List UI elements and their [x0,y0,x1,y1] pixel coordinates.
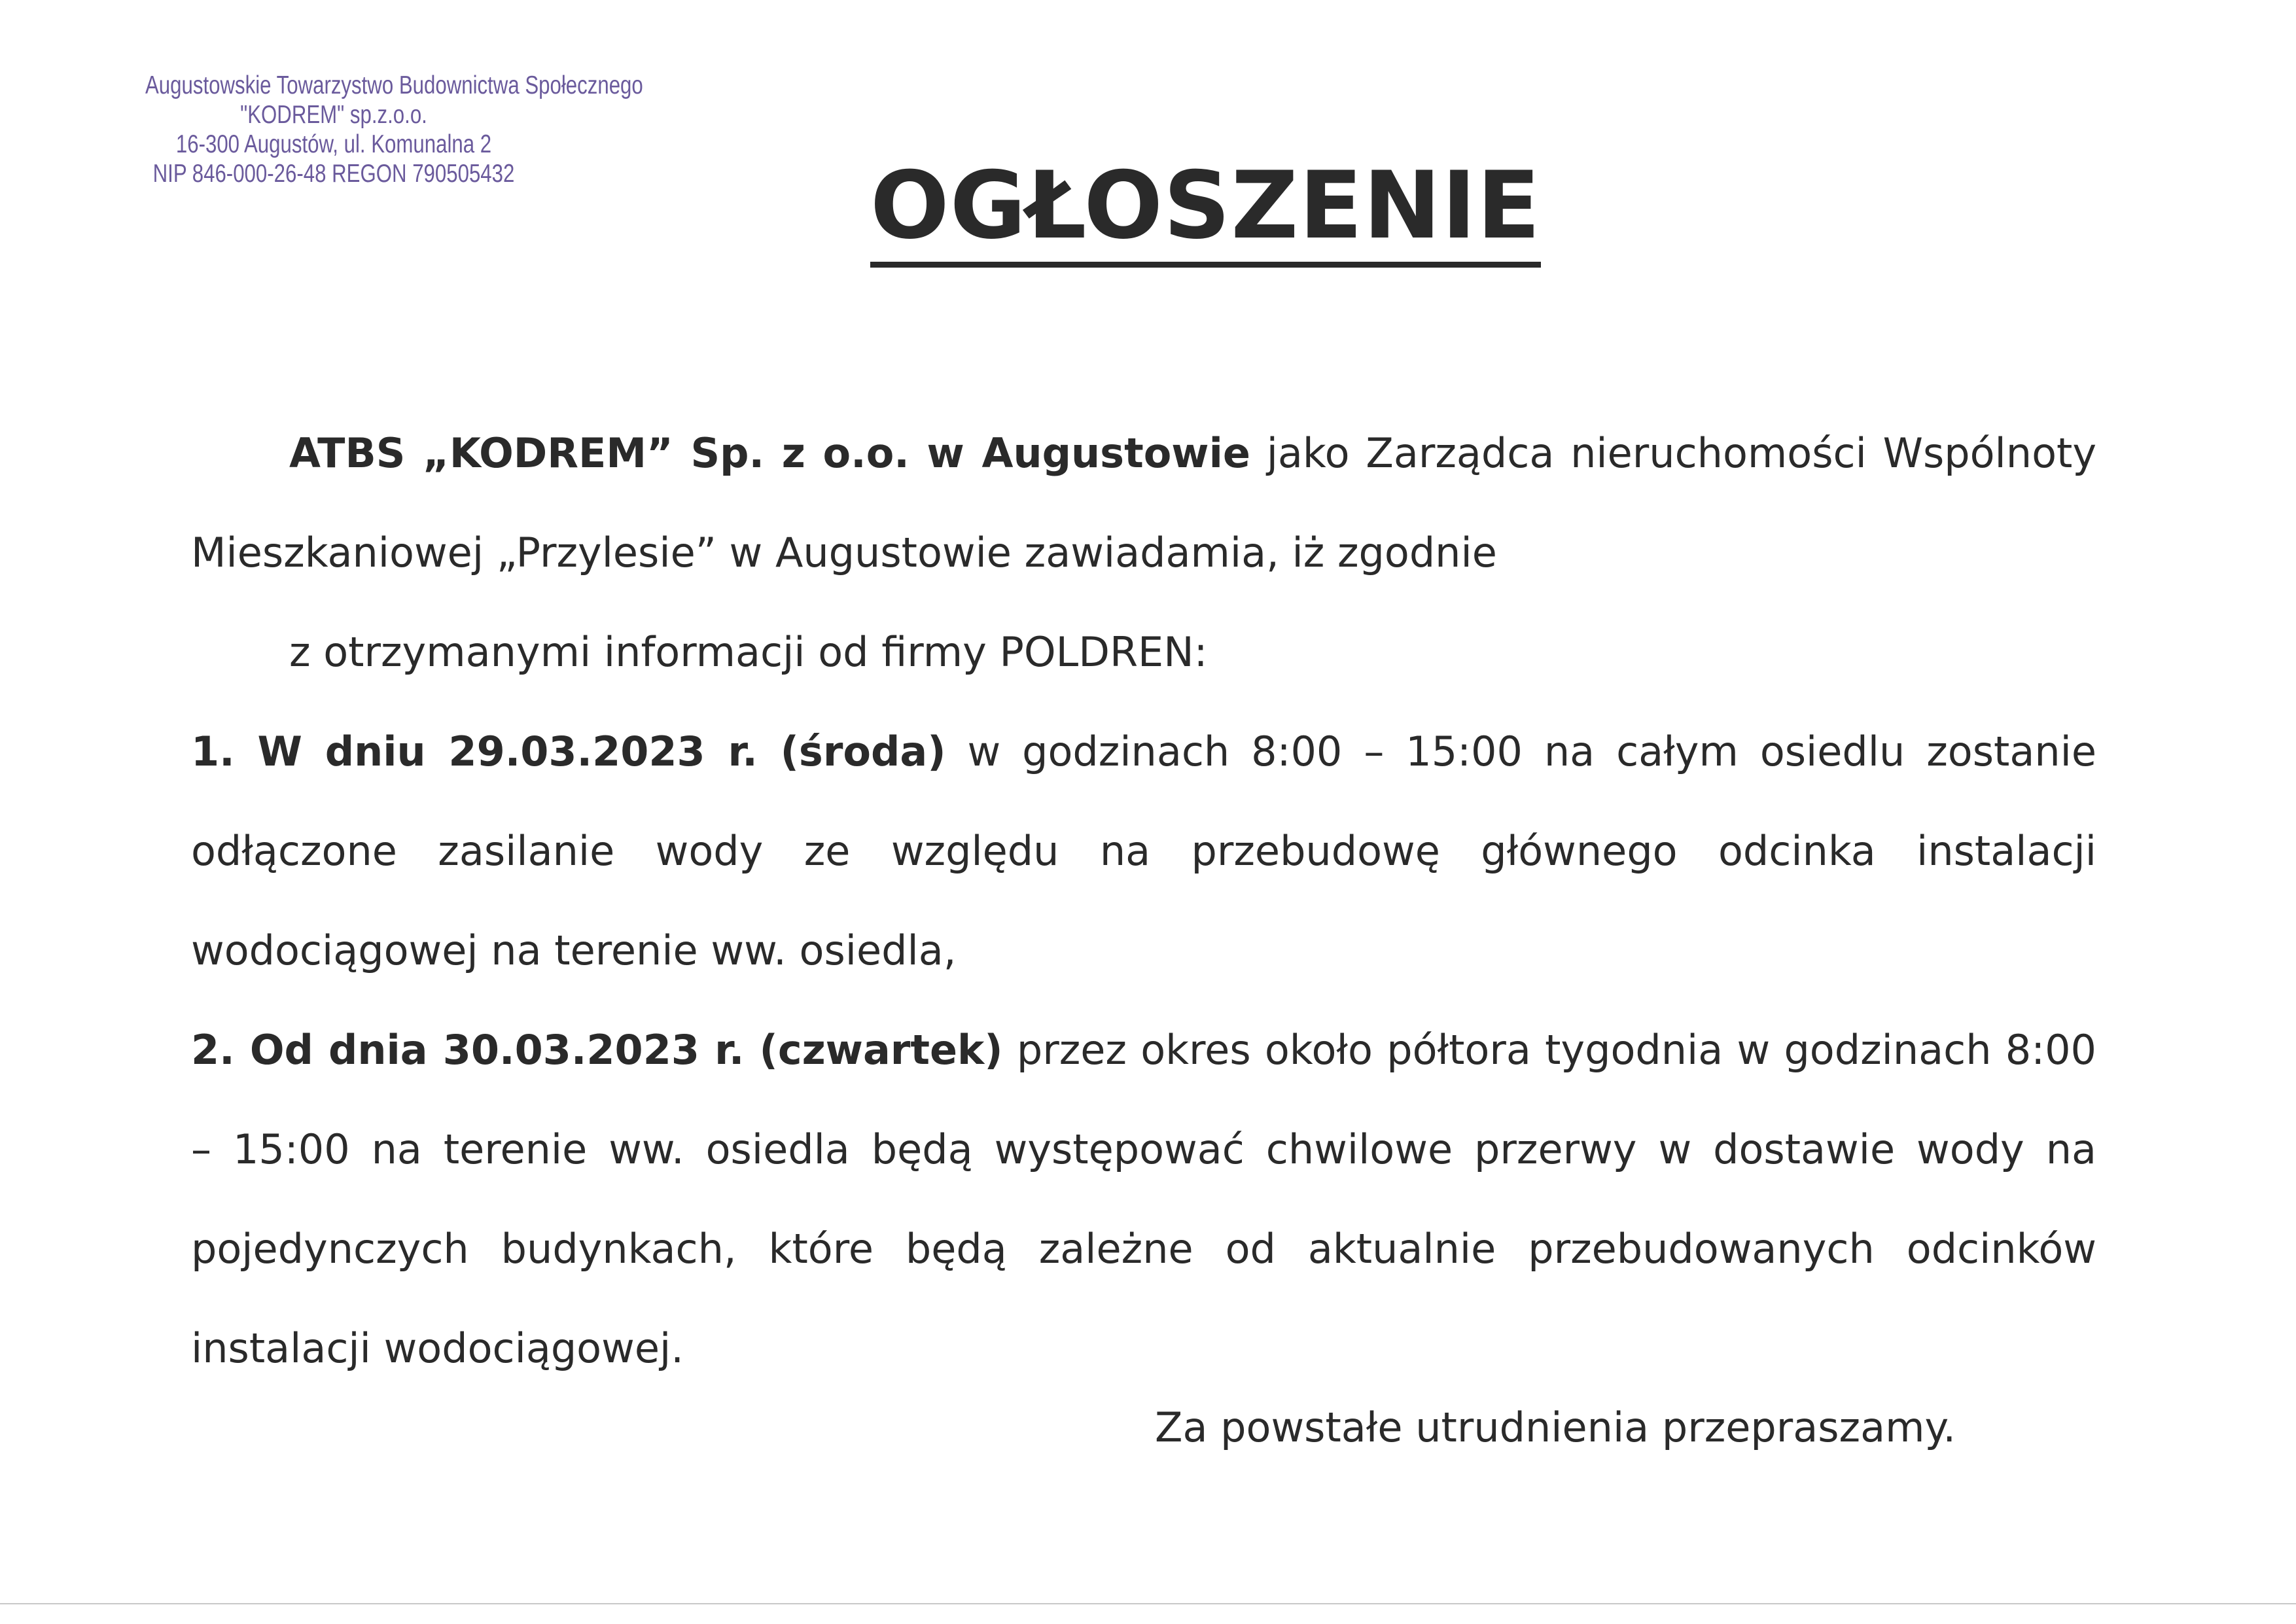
intro-paragraph [191,404,2096,702]
intro-text: jako Zarządca nieruchomości Wspólnoty Mieszkaniowej „Przylesie” w Augustowie zawiadamia, iż zgodnie [191,429,2097,576]
announcement-body [191,404,2096,1398]
page-title: OGŁOSZENIE [870,150,1541,268]
item-1-date: 1. W dniu 29.03.2023 r. (środa) [191,728,946,775]
closing-apology: Za powstałe utrudnienia przepraszamy. [1155,1403,1956,1451]
stamp-company-short: "KODREM" sp.z.o.o. [240,101,427,129]
list-item [191,702,2096,1000]
stamp-company-name: Augustowskie Towarzystwo Budownictwa Społecznego [145,71,643,99]
intro-sender: ATBS „KODREM” Sp. z o.o. w Augustowie [289,429,1250,477]
stamp-tax-ids: NIP 846-000-26-48 REGON 790505432 [152,160,515,188]
scan-edge-divider [0,1603,2296,1604]
list-item [191,1000,2096,1398]
intro-second-line: z otrzymanymi informacji od firmy POLDREN: [289,628,1208,676]
company-stamp [145,71,643,188]
item-2-date: 2. Od dnia 30.03.2023 r. (czwartek) [191,1026,1003,1074]
item-2-text: przez okres około półtora tygodnia w godzinach 8:00 – 15:00 na terenie ww. osiedla będą występować chwilowe przerwy w dostawie wody na pojedynczych budynkach, które będą zależne od aktualnie przebudowanych odcinków instalacji wodociągowej. [191,1026,2097,1372]
stamp-address: 16-300 Augustów, ul. Komunalna 2 [175,130,492,158]
item-1-text: w godzinach 8:00 – 15:00 na całym osiedlu zostanie odłączone zasilanie wody ze względu na przebudowę głównego odcinka instalacji wodociągowej na terenie ww. osiedla, [191,728,2096,974]
